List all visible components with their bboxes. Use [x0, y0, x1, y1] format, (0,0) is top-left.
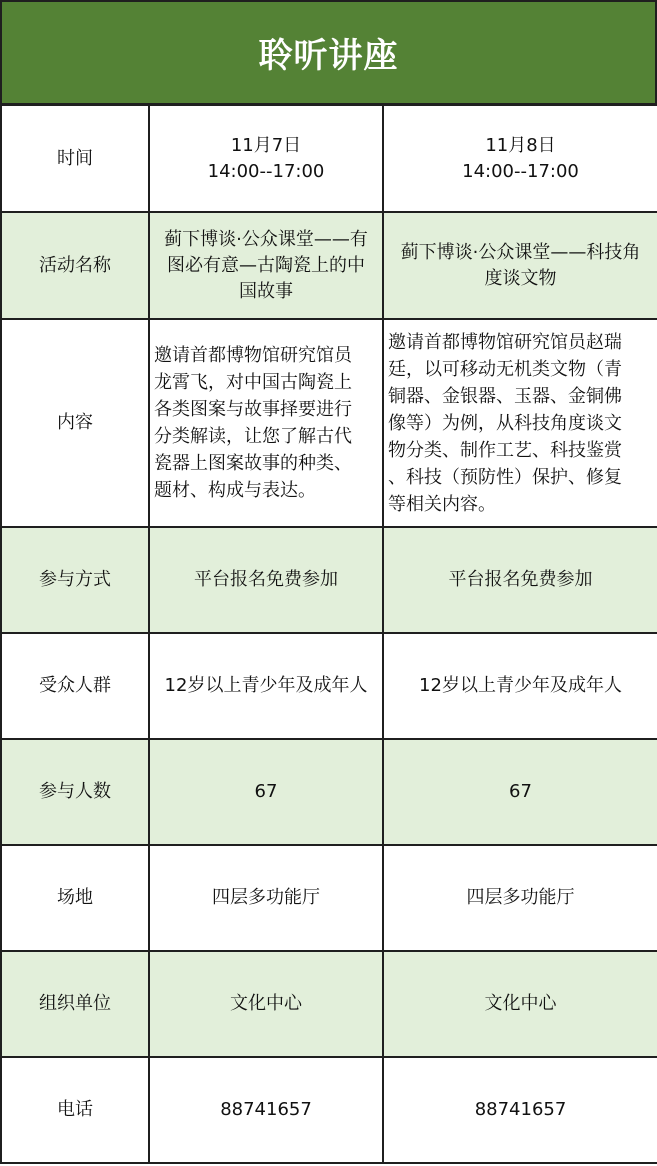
cell-name-a [149, 212, 383, 319]
row-content [1, 319, 657, 527]
label-organizer: 组织单位 [1, 951, 149, 1057]
row-participation-method [1, 527, 657, 633]
cell-count-a: 67 [149, 739, 383, 845]
row-time [1, 105, 657, 212]
label-phone: 电话 [1, 1057, 149, 1163]
cell-method-b: 平台报名免费参加 [383, 527, 657, 633]
content-a-line: 题材、构成与表达。 [154, 480, 316, 501]
row-phone [1, 1057, 657, 1163]
label-participant-count: 参与人数 [1, 739, 149, 845]
row-organizer [1, 951, 657, 1057]
content-b-line: 等相关内容。 [388, 493, 496, 515]
content-b-line: 、科技（预防性）保护、修复 [388, 466, 622, 488]
schedule-table [0, 104, 657, 1164]
hours-b: 14:00--17:00 [462, 160, 579, 182]
cell-name-b [383, 212, 657, 319]
label-audience: 受众人群 [1, 633, 149, 739]
name-b-line: 蓟下博谈·公众课堂——科技角 [400, 241, 641, 263]
row-activity-name [1, 212, 657, 319]
row-audience [1, 633, 657, 739]
label-venue: 场地 [1, 845, 149, 951]
cell-phone-a: 88741657 [149, 1057, 383, 1163]
label-content: 内容 [1, 319, 149, 527]
name-a-line: 国故事 [239, 280, 293, 302]
label-activity-name: 活动名称 [1, 212, 149, 319]
cell-audience-a: 12岁以上青少年及成年人 [149, 633, 383, 739]
content-b-line: 邀请首都博物馆研究馆员赵瑞 [388, 331, 622, 353]
name-b-line: 度谈文物 [484, 267, 557, 289]
cell-venue-a: 四层多功能厅 [149, 845, 383, 951]
content-a-line: 龙霄飞，对中国古陶瓷上 [154, 372, 352, 393]
name-a-line: 图必有意—古陶瓷上的中 [167, 254, 365, 276]
content-a-line: 瓷器上图案故事的种类、 [154, 453, 352, 474]
content-b-line: 物分类、制作工艺、科技鉴赏 [388, 439, 622, 461]
label-time: 时间 [1, 105, 149, 212]
content-a-line: 各类图案与故事择要进行 [154, 399, 352, 420]
cell-organizer-b: 文化中心 [383, 951, 657, 1057]
cell-method-a: 平台报名免费参加 [149, 527, 383, 633]
cell-time-a [149, 105, 383, 212]
cell-organizer-a: 文化中心 [149, 951, 383, 1057]
cell-content-a [149, 319, 383, 527]
cell-venue-b: 四层多功能厅 [383, 845, 657, 951]
cell-audience-b: 12岁以上青少年及成年人 [383, 633, 657, 739]
name-a-line: 蓟下博谈·公众课堂——有 [164, 228, 368, 250]
cell-count-b: 67 [383, 739, 657, 845]
content-a-line: 邀请首都博物馆研究馆员 [154, 345, 352, 366]
cell-time-b [383, 105, 657, 212]
date-a: 11月7日 [230, 134, 302, 156]
row-participant-count [1, 739, 657, 845]
label-participation-method: 参与方式 [1, 527, 149, 633]
row-venue [1, 845, 657, 951]
content-b-line: 廷，以可移动无机类文物（青 [388, 358, 622, 380]
cell-phone-b: 88741657 [383, 1057, 657, 1163]
content-a-line: 分类解读，让您了解古代 [154, 426, 352, 447]
title-bar [0, 0, 657, 105]
content-b-line: 铜器、金银器、玉器、金铜佛 [388, 385, 622, 407]
date-b: 11月8日 [485, 134, 556, 156]
cell-content-b [383, 319, 657, 527]
hours-a: 14:00--17:00 [207, 160, 325, 182]
page-title: 聆听讲座 [258, 36, 399, 76]
content-b-line: 像等）为例，从科技角度谈文 [388, 412, 622, 434]
